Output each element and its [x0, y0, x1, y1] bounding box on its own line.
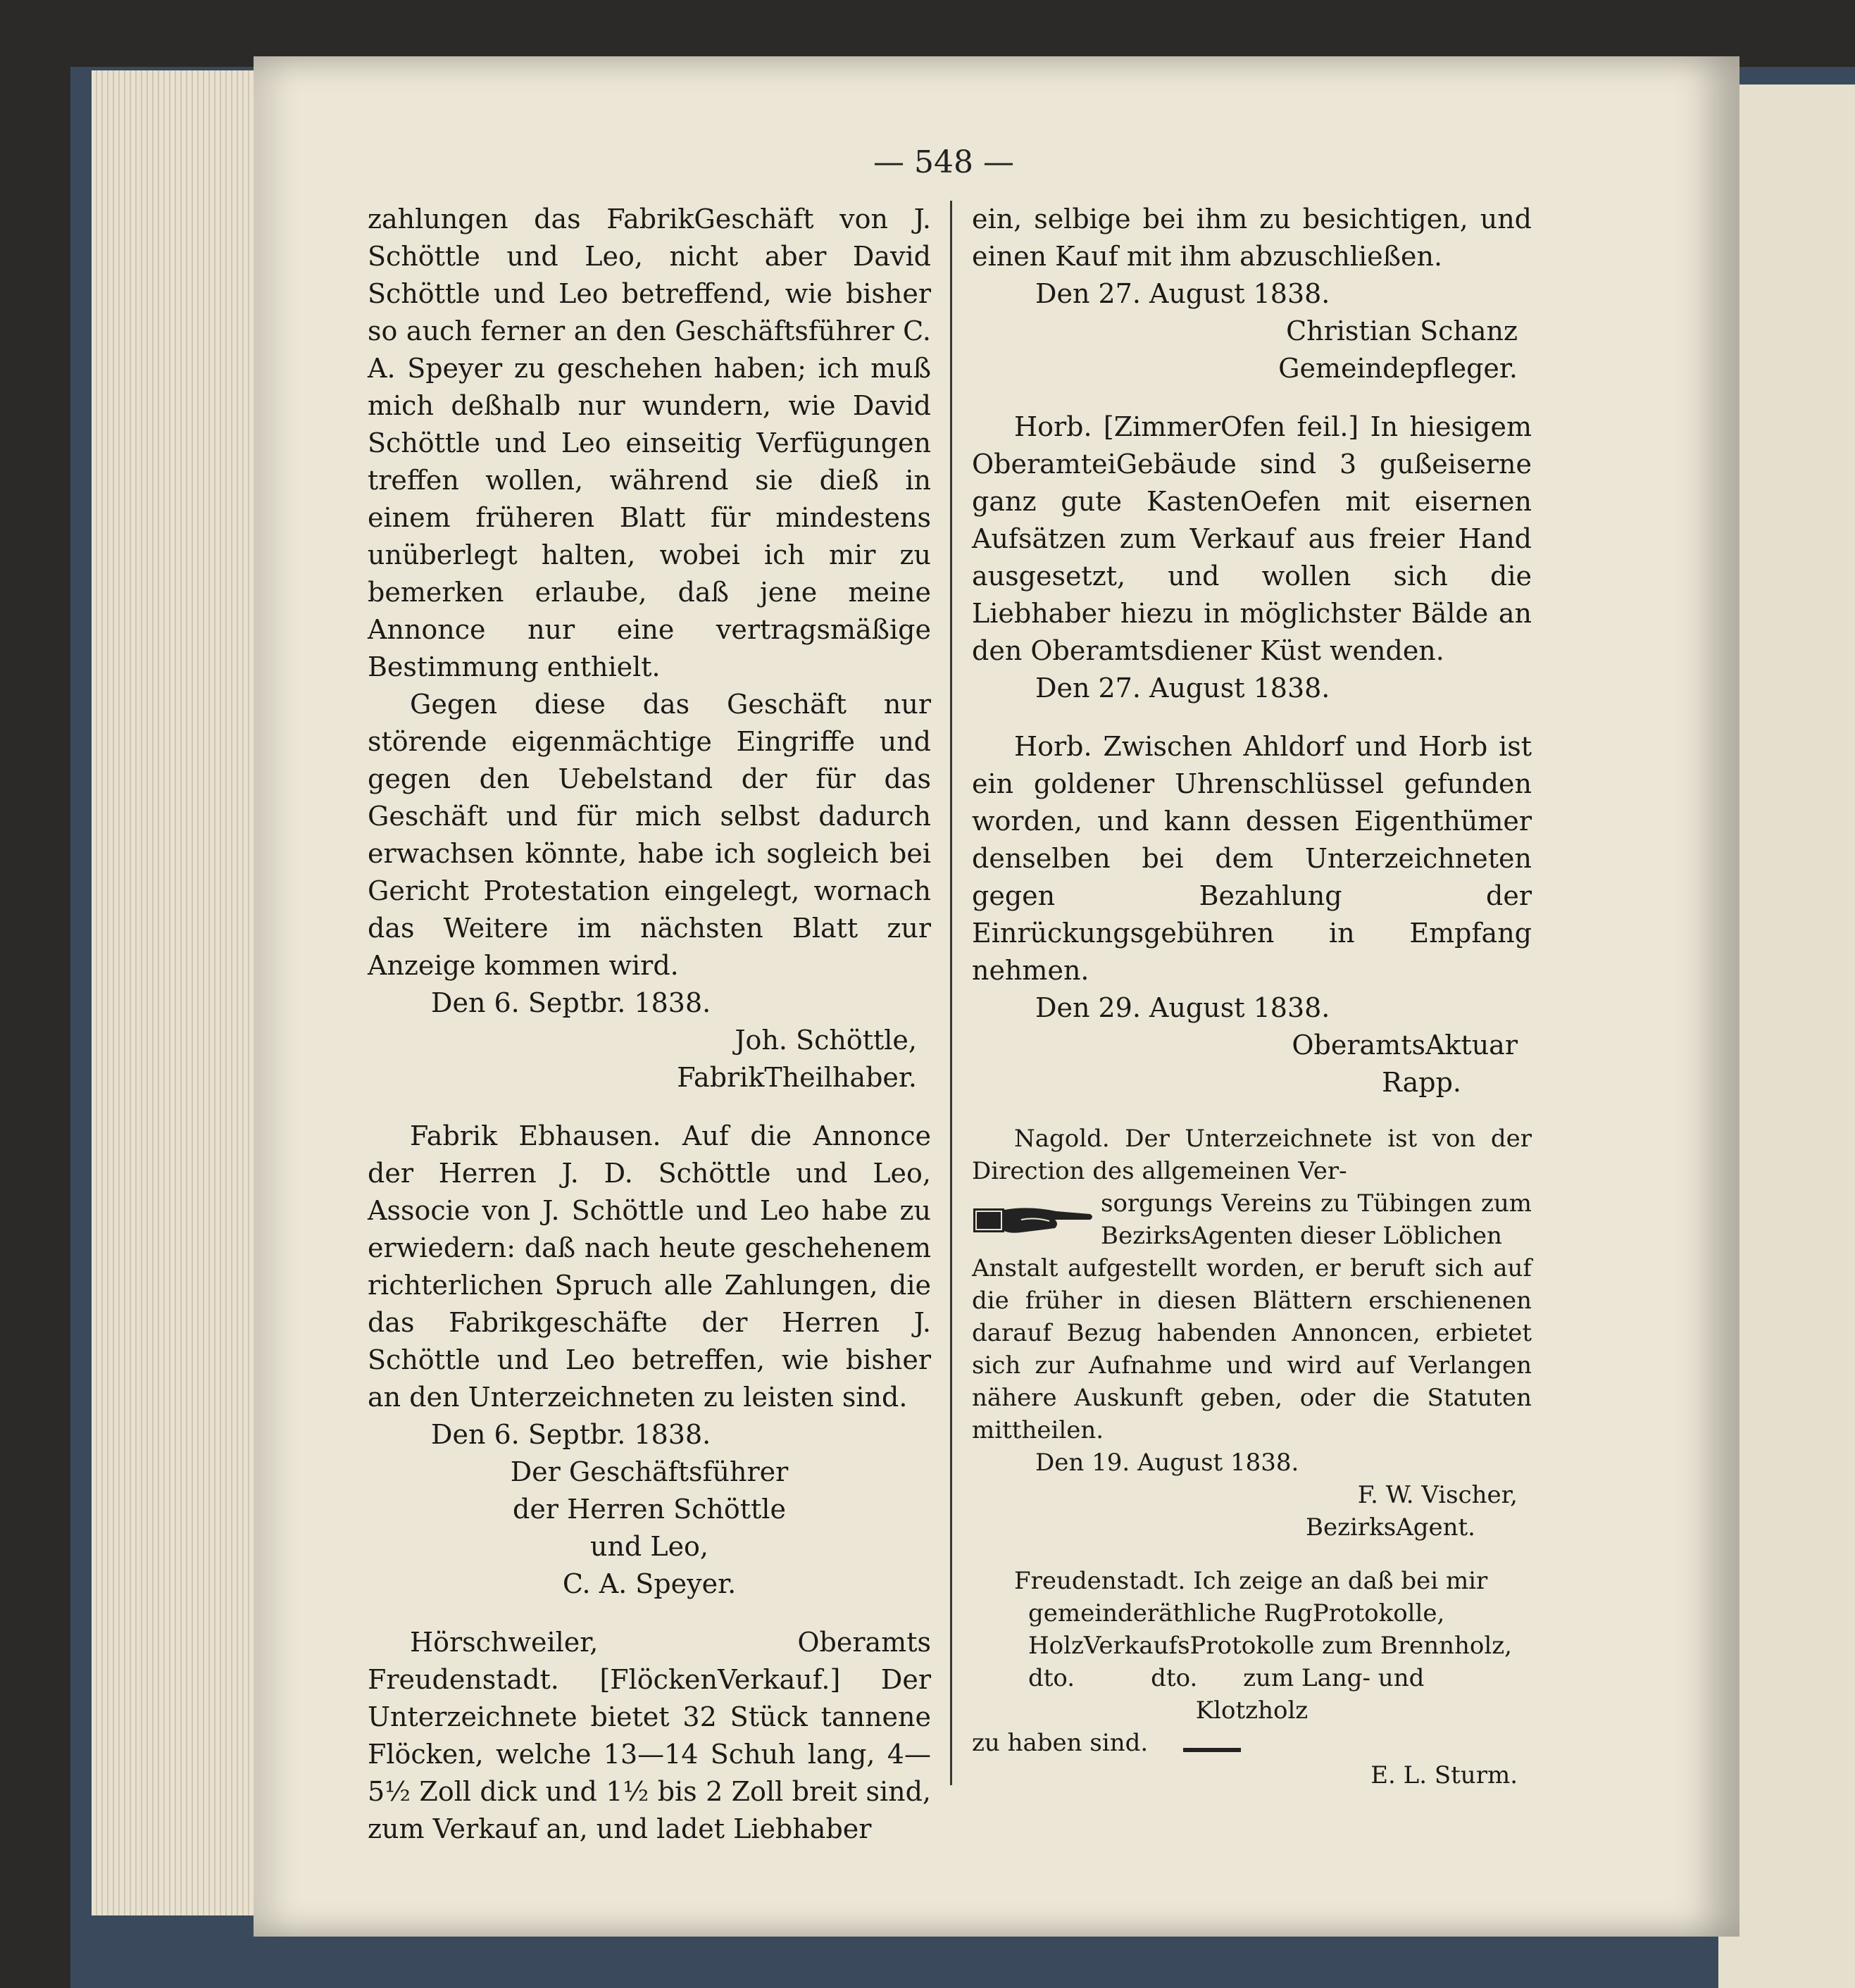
- notice-signature: C. A. Speyer.: [562, 1568, 737, 1599]
- notice-paragraph: zu haben sind.: [972, 1729, 1149, 1757]
- notice-signature: und Leo,: [589, 1531, 709, 1562]
- notice-date: Den 27. August 1838.: [1035, 673, 1330, 704]
- notice-paragraph: Horb. Zwischen Ahldorf und Horb ist ein goldener Uhrenschlüssel gefunden worden, und kann dessen Eigenthümer denselben bei dem Unterzeichneten gegen Bezahlung der Einrückungsgebühren in Empfang nehmen.: [972, 731, 1532, 986]
- closing-rule: [1183, 1748, 1241, 1752]
- right-column: [972, 201, 1532, 1792]
- page-number: — 548 —: [873, 144, 1014, 180]
- notice-signature: Christian Schanz: [1286, 315, 1518, 346]
- notice-date: Den 6. Septbr. 1838.: [431, 1419, 711, 1450]
- notice-date: Den 27. August 1838.: [1035, 278, 1330, 309]
- notice-paragraph: Anstalt aufgestellt worden, er beruft sich auf die früher in diesen Blättern erschienenen darauf Bezug habenden Annoncen, erbietet sich zur Aufnahme und wird auf Verlangen nähere Auskunft geben, oder die Statuten mittheilen.: [972, 1254, 1532, 1444]
- page-edges: [92, 70, 261, 1915]
- notice-paragraph: Fabrik Ebhausen. Auf die Annonce der Herren J. D. Schöttle und Leo, Associe von J. Schöttle und Leo habe zu erwiedern: daß nach heute geschehenem richterlichen Spruch alle Zahlungen, die das Fabrikgeschäfte der Herren J. Schöttle und Leo betreffen, wie bisher an den Unterzeichneten zu leisten sind.: [368, 1120, 931, 1413]
- notice-paragraph: Klotzholz: [1195, 1696, 1309, 1725]
- notice-signature: F. W. Vischer,: [1357, 1481, 1518, 1509]
- notice-paragraph: Hörschweiler, Oberamts Freudenstadt. [FlöckenVerkauf.] Der Unterzeichnete bietet 32 Stück tannene Flöcken, welche 13—14 Schuh lang, 4—5½ Zoll dick und 1½ bis 2 Zoll breit sind, zum Verkauf an, und ladet Liebhaber: [368, 1627, 931, 1844]
- notice-signature: FabrikTheilhaber.: [677, 1062, 917, 1093]
- notice-date: Den 6. Septbr. 1838.: [431, 987, 711, 1018]
- notice-signature: BezirksAgent.: [1305, 1513, 1475, 1542]
- notice-signature: OberamtsAktuar: [1292, 1030, 1518, 1061]
- notice-signature: der Herren Schöttle: [513, 1494, 786, 1525]
- manicule-icon: [972, 1199, 1095, 1241]
- column-divider: [950, 201, 952, 1785]
- notice-signature: E. L. Sturm.: [1370, 1761, 1518, 1789]
- notice-date: Den 19. August 1838.: [1035, 1449, 1299, 1477]
- notice-paragraph: sorgungs Vereins zu Tübingen zum BezirksAgenten dieser Löblichen: [1101, 1189, 1532, 1250]
- notice-paragraph: zahlungen das FabrikGeschäft von J. Schöttle und Leo, nicht aber David Schöttle und Leo betreffend, wie bisher so auch ferner an den Geschäftsführer C. A. Speyer zu geschehen haben; ich muß mich deßhalb nur wundern, wie David Schöttle und Leo einseitig Verfügungen treffen wollen, während sie dieß in einem früheren Blatt für mindestens unüberlegt halten, wobei ich mir zu bemerken erlaube, daß jene meine Annonce nur eine vertragsmäßige Bestimmung enthielt.: [368, 204, 931, 682]
- left-column: [368, 201, 931, 1848]
- notice-signature: Gemeindepfleger.: [1278, 353, 1518, 384]
- notice-signature: Rapp.: [1382, 1067, 1461, 1098]
- notice-paragraph: Freudenstadt. Ich zeige an daß bei mir: [1014, 1567, 1488, 1595]
- notice-paragraph: gemeinderäthliche RugProtokolle,: [1028, 1599, 1445, 1627]
- notice-paragraph: dto. dto. zum Lang- und: [1028, 1664, 1425, 1692]
- notice-signature: Der Geschäftsführer: [510, 1456, 789, 1487]
- notice-paragraph: ein, selbige bei ihm zu besichtigen, und einen Kauf mit ihm abzuschließen.: [972, 204, 1532, 272]
- notice-paragraph: Horb. [ZimmerOfen feil.] In hiesigem OberamteiGebäude sind 3 gußeiserne ganz gute KastenOefen mit eisernen Aufsätzen zum Verkauf aus freier Hand ausgesetzt, und wollen sich die Liebhaber hiezu in möglichster Bälde an den Oberamtsdiener Küst wenden.: [972, 411, 1532, 666]
- notice-paragraph: Gegen diese das Geschäft nur störende eigenmächtige Eingriffe und gegen den Uebelstand der für das Geschäft und für mich selbst dadurch erwachsen könnte, habe ich sogleich bei Gericht Protestation eingelegt, wornach das Weitere im nächsten Blatt zur Anzeige kommen wird.: [368, 689, 931, 981]
- notice-date: Den 29. August 1838.: [1035, 992, 1330, 1023]
- notice-paragraph: Nagold. Der Unterzeichnete ist von der Direction des allgemeinen Ver-: [972, 1125, 1532, 1185]
- notice-signature: Joh. Schöttle,: [735, 1025, 917, 1056]
- notice-paragraph: HolzVerkaufsProtokolle zum Brennholz,: [1028, 1632, 1512, 1660]
